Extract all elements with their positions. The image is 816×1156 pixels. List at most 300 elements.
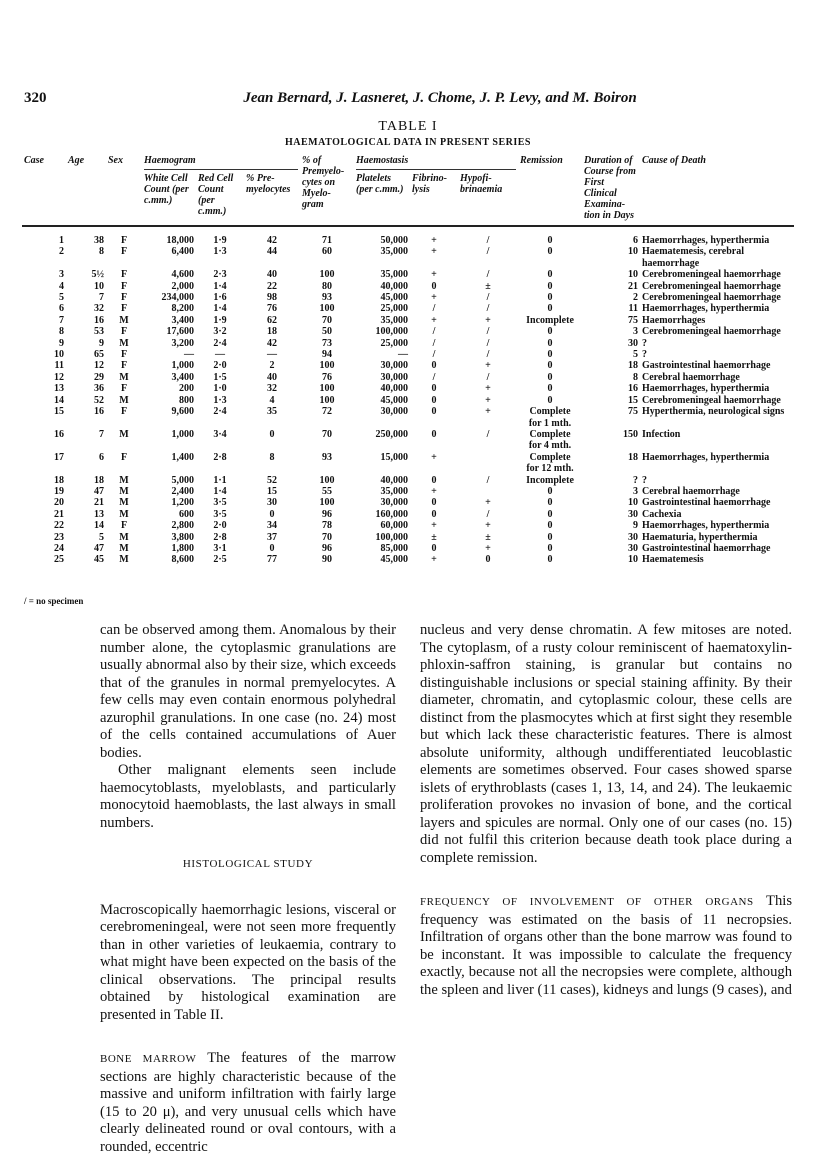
cell-duration: 18 [628,360,638,372]
cell-case: 21 [54,508,64,520]
cell-hypofibrinaemia: + [485,520,491,532]
cell-sex: M [119,542,129,554]
cell-cause: Cachexia [642,508,682,520]
cell-myelogram: 50 [322,326,332,338]
cell-fibrinolysis: + [431,520,437,532]
cell-wbc: — [184,349,194,361]
cell-premyelocytes: 0 [269,542,275,554]
cell-platelets: 35,000 [380,485,408,497]
cell-duration: 30 [628,531,638,543]
cell-premyelocytes: 42 [267,337,277,349]
cell-myelogram: 70 [322,428,332,440]
cell-wbc: 5,000 [171,474,194,486]
cell-platelets: 30,000 [380,371,408,383]
cell-case: 13 [54,383,64,395]
cell-rbc: 2·4 [213,406,227,418]
cell-remission: 0 [547,497,553,509]
cell-duration: 6 [633,235,638,246]
cell-rbc: 1·9 [213,235,227,246]
cell-age: 29 [94,371,104,383]
cell-sex: M [119,554,129,566]
cell-premyelocytes: 34 [267,520,277,532]
cell-age: 38 [94,235,104,246]
left-column [100,622,396,1156]
cell-case: 22 [54,520,64,532]
cell-platelets: 100,000 [375,326,408,338]
cell-rbc: 1·9 [213,314,227,326]
cell-rbc: 1·4 [213,280,227,292]
cell-premyelocytes: 32 [267,383,277,395]
cell-wbc: 3,400 [171,314,194,326]
paragraph-frequency [420,893,792,999]
cell-age: 13 [94,508,104,520]
cell-duration: 10 [628,246,638,258]
cell-case: 23 [54,531,64,543]
cell-sex: M [119,394,129,406]
cell-wbc: 8,600 [171,554,194,566]
cell-age: 47 [94,485,104,497]
cell-hypofibrinaemia: / [486,326,490,338]
table-row [22,349,794,360]
cell-wbc: 3,800 [171,531,194,543]
cell-fibrinolysis: 0 [431,280,437,292]
cell-age: 21 [94,497,104,509]
cell-remission: 0 [547,349,553,361]
cell-sex: F [120,280,128,292]
cell-case: 2 [59,246,64,258]
cell-case: 18 [54,474,64,486]
cell-premyelocytes: 52 [267,474,277,486]
cell-platelets: 15,000 [380,451,408,463]
cell-cause: Cerebral haemorrhage [642,485,740,497]
cell-fibrinolysis: + [431,314,437,326]
cell-remission: 0 [547,542,553,554]
cell-rbc: 2·5 [213,554,227,566]
cell-sex: M [119,314,129,326]
cell-remission: Complete for 12 mth. [526,451,574,475]
cell-cause: Gastrointestinal haemorrhage [642,497,771,509]
cell-hypofibrinaemia: / [486,428,490,440]
cell-hypofibrinaemia: ± [485,280,491,292]
cell-age: 32 [94,303,104,315]
cell-cause: Cerebromeningeal haemorrhage [642,280,781,292]
cell-sex: M [119,497,129,509]
cell-cause: Haematemesis [642,554,704,566]
cell-cause: Haemorrhages, hyperthermia [642,303,770,315]
cell-sex: F [120,349,128,361]
cell-cause: Infection [642,428,681,440]
cell-rbc: 1·3 [213,246,227,258]
cell-fibrinolysis: / [432,371,436,383]
cell-remission: 0 [547,531,553,543]
cell-wbc: 2,000 [171,280,194,292]
cell-sex: M [119,485,129,497]
cell-hypofibrinaemia: / [486,508,490,520]
cell-case: 12 [54,371,64,383]
cell-fibrinolysis: 0 [431,508,437,520]
cell-myelogram: 96 [322,542,332,554]
cell-myelogram: 72 [322,406,332,418]
cell-premyelocytes: 8 [269,451,275,463]
table-row [22,292,794,303]
cell-sex: F [120,406,128,418]
cell-sex: M [119,371,129,383]
cell-myelogram: 90 [322,554,332,566]
cell-cause: Cerebral haemorrhage [642,371,740,383]
cell-case: 20 [54,497,64,509]
paragraph: Macroscopically haemorrhagic lesions, visceral or cerebromeningeal, were not seen more frequently than in other varieties of leukaemia, contrary to what might have been expected on the basis of the clinical observations. The principal results obtained by histological examination are presented in Table II. [100,901,396,1023]
cell-remission: 0 [547,371,553,383]
table-body [22,226,794,566]
cell-remission: Incomplete [526,314,574,326]
cell-fibrinolysis: 0 [431,497,437,509]
cell-sex: F [120,292,128,304]
cell-duration: 16 [628,383,638,395]
cell-case: 5 [59,292,64,304]
cell-rbc: 3·5 [213,497,227,509]
haematological-data-table [22,151,794,566]
table-footnote: / = no specimen [24,596,84,606]
cell-remission: 0 [547,235,553,246]
cell-age: 8 [99,246,104,258]
cell-sex: F [120,235,128,246]
header-case: Case [24,155,44,166]
cell-fibrinolysis: / [432,337,436,349]
cell-case: 6 [59,303,64,315]
cell-myelogram: 100 [319,303,335,315]
cell-premyelocytes: 37 [267,531,277,543]
table-row [22,475,794,486]
cell-duration: 75 [628,406,638,418]
cell-platelets: 40,000 [380,474,408,486]
cell-case: 11 [54,360,64,372]
cell-duration: 10 [628,497,638,509]
cell-fibrinolysis: 0 [431,542,437,554]
cell-duration: 3 [633,485,638,497]
cell-remission: 0 [547,485,553,497]
cell-remission: 0 [547,269,553,281]
cell-platelets: 30,000 [380,360,408,372]
cell-myelogram: 70 [322,531,332,543]
cell-duration: 3 [633,326,638,338]
cell-wbc: 1,800 [171,542,194,554]
cell-case: 17 [54,451,64,463]
cell-rbc: 1·3 [213,394,227,406]
cell-myelogram: 100 [319,383,335,395]
table-row [22,372,794,383]
header-cause: Cause of Death [642,155,706,166]
cell-wbc: 6,400 [171,246,194,258]
cell-myelogram: 55 [322,485,332,497]
cell-sex: F [120,269,128,281]
cell-platelets: 30,000 [380,406,408,418]
cell-age: 9 [99,337,104,349]
cell-myelogram: 94 [322,349,332,361]
cell-platelets: 40,000 [380,383,408,395]
cell-duration: 15 [628,394,638,406]
cell-cause: Cerebromeningeal haemorrhage [642,292,781,304]
cell-wbc: 1,000 [171,360,194,372]
table-row [22,520,794,531]
cell-hypofibrinaemia: 0 [485,554,491,566]
cell-rbc: 1·0 [213,383,227,395]
cell-rbc: 1·4 [213,303,227,315]
cell-premyelocytes: 76 [267,303,277,315]
cell-myelogram: 80 [322,280,332,292]
cell-hypofibrinaemia: + [485,314,491,326]
cell-remission: 0 [547,292,553,304]
cell-wbc: 1,200 [171,497,194,509]
cell-remission: Incomplete [526,474,574,486]
cell-duration: 8 [633,371,638,383]
cell-platelets: — [398,349,408,361]
cell-hypofibrinaemia: + [485,394,491,406]
cell-duration: 30 [628,542,638,554]
table-row [22,497,794,508]
cell-wbc: 1,000 [171,428,194,440]
cell-myelogram: 78 [322,520,332,532]
cell-myelogram: 76 [322,371,332,383]
header-remission: Remission [520,155,563,166]
cell-rbc: 2·4 [213,337,227,349]
cell-cause: Gastrointestinal haemorrhage [642,542,771,554]
cell-age: 16 [94,406,104,418]
cell-rbc: 1·6 [213,292,227,304]
cell-platelets: 25,000 [380,303,408,315]
cell-age: 53 [94,326,104,338]
cell-wbc: 3,200 [171,337,194,349]
cell-fibrinolysis: / [432,349,436,361]
table-row [22,226,794,246]
cell-age: 36 [94,383,104,395]
table-row [22,532,794,543]
cell-fibrinolysis: + [431,451,437,463]
cell-rbc: 1·4 [213,485,227,497]
cell-remission: 0 [547,360,553,372]
cell-premyelocytes: 44 [267,246,277,258]
cell-premyelocytes: 77 [267,554,277,566]
cell-wbc: 234,000 [161,292,194,304]
cell-remission: 0 [547,246,553,258]
cell-platelets: 40,000 [380,280,408,292]
cell-fibrinolysis: + [431,235,437,246]
cell-age: 5½ [91,269,104,281]
cell-sex: F [120,326,128,338]
header-haemogram: Haemogram [144,155,298,170]
cell-myelogram: 100 [319,394,335,406]
cell-case: 16 [54,428,64,440]
cell-cause: Cerebromeningeal haemorrhage [642,394,781,406]
cell-sex: M [119,428,129,440]
cell-cause: ? [642,337,647,349]
cell-premyelocytes: 42 [267,235,277,246]
cell-premyelocytes: 35 [267,406,277,418]
header-duration: Duration of Course from First Clinical Examina-tion in Days [584,155,636,221]
cell-platelets: 45,000 [380,394,408,406]
cell-hypofibrinaemia: / [486,269,490,281]
cell-platelets: 100,000 [375,531,408,543]
cell-rbc: 3·5 [213,508,227,520]
cell-platelets: 50,000 [380,235,408,246]
cell-remission: 0 [547,303,553,315]
table-row [22,429,794,452]
cell-hypofibrinaemia: + [485,360,491,372]
cell-cause: Hyperthermia, neurological signs [642,406,785,418]
cell-cause: Haemorrhages, hyperthermia [642,235,770,246]
paragraph-text: The features of the marrow sections are highly characteristic because of the massive and uniform infiltration with fairly large (15 to 20 μ), and very unusual cells which have clearly delineated round or oval contours, with a rounded, eccentric [100,1050,396,1155]
page-number: 320 [24,90,47,106]
cell-case: 7 [59,314,64,326]
cell-age: 16 [94,314,104,326]
cell-platelets: 35,000 [380,314,408,326]
cell-case: 14 [54,394,64,406]
table-row [22,554,794,565]
header-wbc: White Cell Count (per c.mm.) [144,173,189,206]
cell-sex: F [120,303,128,315]
cell-age: 14 [94,520,104,532]
cell-sex: F [120,246,128,258]
table-row [22,246,794,269]
cell-wbc: 200 [179,383,194,395]
paragraph: nucleus and very dense chromatin. A few mitoses are noted. The cytoplasm, of a rusty colour reminiscent of haematoxylin-phloxin-saffron staining, is granular but contains no distinguishable inclusions or special staining affinity. By their diameter, chromatin, and cytoplasmic colour, these cells are distinct from the plasmocytes which at first sight they resemble but which lack these characteristic features. There is almost absolute uniformity, although undifferentiated leucoblastic elements are sometimes observed. Four cases showed sparse islets of erythroblasts (cases 1, 13, 14, and 24). The leukaemic proliferation provokes no invasion of bone, and the cortical layers and spicules are normal. Only one of our cases (no. 15) did not fulfil this criterion because death took place during a complete remission. [420,622,792,866]
cell-platelets: 30,000 [380,497,408,509]
table-row [22,543,794,554]
table-row [22,338,794,349]
cell-age: 6 [99,451,104,463]
cell-rbc: 3·4 [213,428,227,440]
cell-fibrinolysis: 0 [431,394,437,406]
header-rbc: Red Cell Count (per c.mm.) [198,173,234,217]
cell-myelogram: 93 [322,292,332,304]
cell-myelogram: 93 [322,451,332,463]
section-heading: HISTOLOGICAL STUDY [182,858,314,870]
cell-remission: Complete for 1 mth. [528,406,572,429]
cell-hypofibrinaemia: ± [485,531,491,543]
cell-cause: Haematemesis, cerebral haemorrhage [642,246,744,269]
cell-hypofibrinaemia: / [486,303,490,315]
cell-premyelocytes: 18 [267,326,277,338]
cell-fibrinolysis: + [431,554,437,566]
cell-remission: 0 [547,383,553,395]
cell-hypofibrinaemia: + [485,383,491,395]
header-hypofibrinaemia: Hypofi-brinaemia [460,173,503,195]
cell-rbc: 2·8 [213,451,227,463]
table-row [22,360,794,371]
cell-cause: Gastrointestinal haemorrhage [642,360,771,372]
cell-fibrinolysis: + [431,292,437,304]
table-row [22,281,794,292]
table-row [22,406,794,429]
cell-wbc: 600 [179,508,194,520]
cell-rbc: — [215,349,225,361]
header-haemostasis: Haemostasis [356,155,516,170]
header-platelets: Platelets (per c.mm.) [356,173,404,195]
cell-rbc: 1·5 [213,371,227,383]
cell-platelets: 35,000 [380,246,408,258]
cell-rbc: 3·2 [213,326,227,338]
cell-duration: 10 [628,269,638,281]
cell-platelets: 45,000 [380,292,408,304]
cell-myelogram: 71 [322,235,332,246]
cell-myelogram: 100 [319,269,335,281]
cell-cause: ? [642,474,647,486]
header-premyelocytes: % Pre-myelocytes [246,173,291,195]
cell-cause: Haemorrhages, hyperthermia [642,520,770,532]
header-fibrinolysis: Fibrino-lysis [412,173,448,195]
cell-cause: Haemorrhages, hyperthermia [642,383,770,395]
cell-case: 19 [54,485,64,497]
cell-myelogram: 73 [322,337,332,349]
cell-wbc: 2,400 [171,485,194,497]
cell-sex: M [119,337,129,349]
cell-fibrinolysis: 0 [431,383,437,395]
header-premyelocytes-myelogram: % of Premyelo-cytes on Myelo-gram [302,155,345,210]
cell-hypofibrinaemia: + [485,542,491,554]
cell-hypofibrinaemia [458,452,518,475]
cell-age: 65 [94,349,104,361]
cell-age: 7 [99,292,104,304]
cell-sex: F [120,520,128,532]
cell-wbc: 1,400 [171,451,194,463]
cell-duration: 10 [628,554,638,566]
cell-fibrinolysis: + [431,269,437,281]
cell-premyelocytes: — [267,349,277,361]
cell-sex: F [120,383,128,395]
cell-duration: 2 [633,292,638,304]
cell-platelets: 85,000 [380,542,408,554]
cell-age: 7 [99,428,104,440]
cell-fibrinolysis: 0 [431,428,437,440]
cell-premyelocytes: 4 [269,394,275,406]
cell-cause: Haemorrhages, hyperthermia [642,451,770,463]
cell-wbc: 17,600 [166,326,194,338]
cell-hypofibrinaemia: / [486,474,490,486]
cell-premyelocytes: 0 [269,428,275,440]
cell-duration: 5 [633,349,638,361]
cell-premyelocytes: 0 [269,508,275,520]
cell-duration: 30 [628,337,638,349]
cell-platelets: 60,000 [380,520,408,532]
cell-age: 10 [94,280,104,292]
cell-remission: 0 [547,554,553,566]
cell-sex: M [119,531,129,543]
cell-premyelocytes: 2 [269,360,275,372]
cell-myelogram: 100 [319,360,335,372]
cell-remission: 0 [547,520,553,532]
cell-fibrinolysis: ± [431,531,437,543]
cell-case: 15 [54,406,64,418]
cell-hypofibrinaemia: / [486,371,490,383]
table-row [22,315,794,326]
cell-rbc: 2·0 [213,520,227,532]
cell-age: 47 [94,542,104,554]
cell-wbc: 18,000 [166,235,194,246]
cell-platelets: 35,000 [380,269,408,281]
cell-premyelocytes: 22 [267,280,277,292]
cell-duration: ? [633,474,638,486]
cell-fibrinolysis: 0 [431,406,437,418]
table-row [22,383,794,394]
cell-premyelocytes: 15 [267,485,277,497]
cell-fibrinolysis: 0 [431,474,437,486]
cell-case: 3 [59,269,64,281]
table-row [22,509,794,520]
cell-duration: 9 [633,520,638,532]
cell-myelogram: 100 [319,474,335,486]
cell-duration: 150 [623,428,638,440]
cell-hypofibrinaemia: + [485,497,491,509]
cell-platelets: 160,000 [375,508,408,520]
